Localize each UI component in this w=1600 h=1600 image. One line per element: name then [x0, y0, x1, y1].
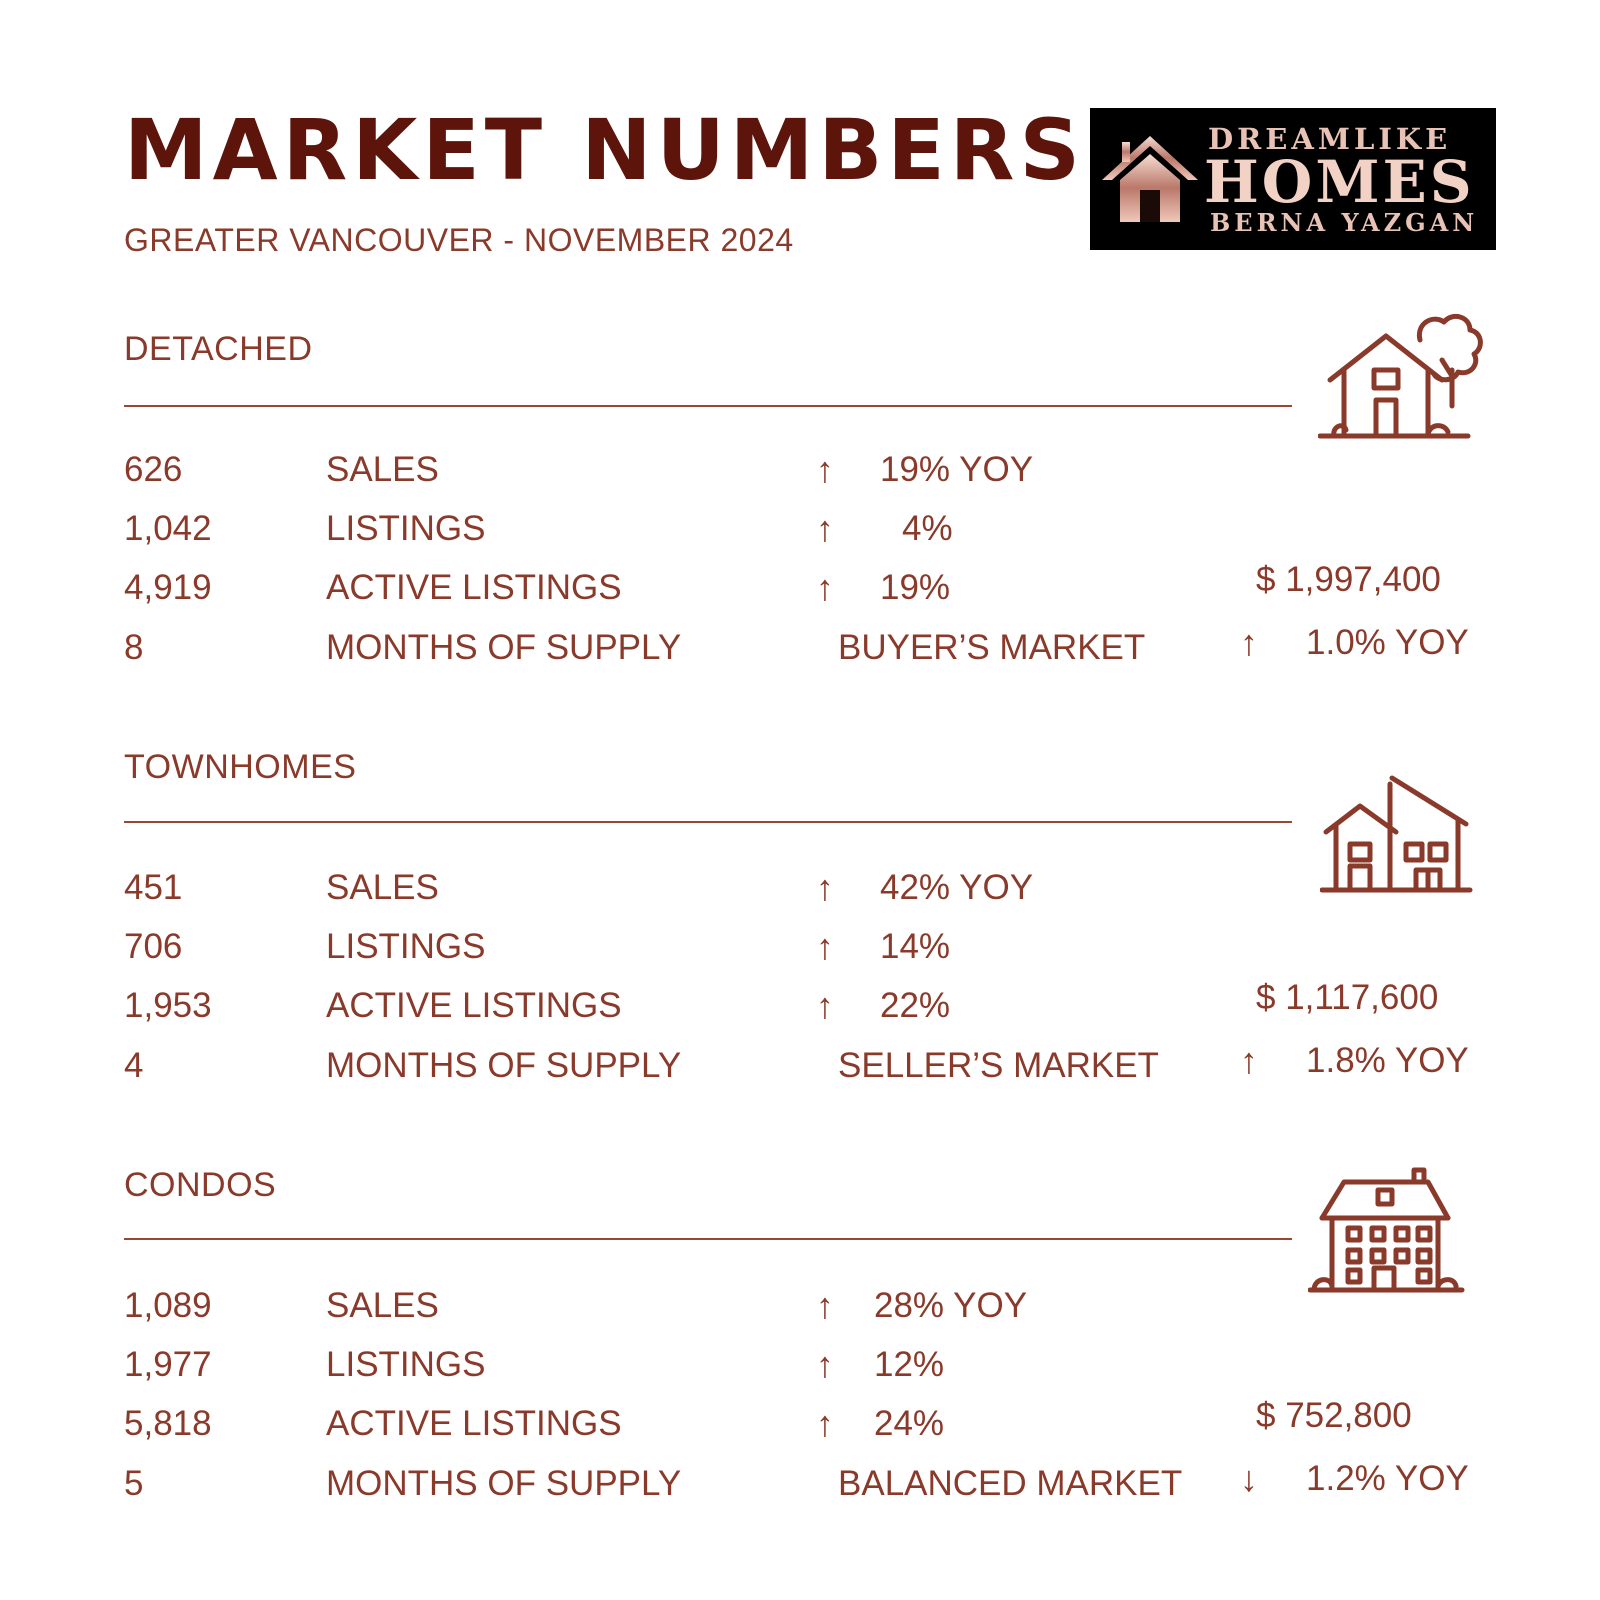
stat-row-listings [0, 1340, 1600, 1390]
stat-value: 626 [124, 450, 183, 489]
section-title-detached: DETACHED [124, 330, 313, 368]
arrow-up-icon: ↑ [1240, 1040, 1258, 1081]
stat-change: 19% [880, 568, 951, 607]
stat-label: ACTIVE LISTINGS [326, 986, 622, 1025]
arrow-up-icon: ↑ [816, 449, 834, 490]
market-condition: BUYER’S MARKET [838, 628, 1146, 667]
stat-label: LISTINGS [326, 927, 486, 966]
stat-value: 451 [124, 868, 183, 907]
stat-value: 1,042 [124, 509, 212, 548]
benchmark-price: $ 752,800 [1256, 1396, 1412, 1435]
stat-row-listings [0, 504, 1600, 554]
stat-label: LISTINGS [326, 1345, 486, 1384]
stat-row-sales [0, 445, 1600, 495]
arrow-up-icon: ↑ [816, 1403, 834, 1444]
arrow-up-icon: ↑ [816, 1344, 834, 1385]
stat-change: 24% [874, 1404, 945, 1443]
apartment-building-icon [1308, 1166, 1468, 1302]
section-divider [124, 1238, 1292, 1240]
price-change-row [0, 618, 1600, 668]
arrow-down-icon: ↓ [1240, 1458, 1258, 1499]
price-change: 1.2% YOY [1306, 1459, 1469, 1498]
logo-house-icon [1100, 130, 1200, 226]
stat-label: SALES [326, 450, 439, 489]
stat-value: 5,818 [124, 1404, 212, 1443]
price-change: 1.8% YOY [1306, 1041, 1469, 1080]
detached-house-tree-icon [1318, 310, 1488, 446]
logo-text-agent-name: BERNA YAZGAN [1210, 208, 1479, 237]
stat-value: 4,919 [124, 568, 212, 607]
stat-label: LISTINGS [326, 509, 486, 548]
stat-value: 1,977 [124, 1345, 212, 1384]
section-title-condos: CONDOS [124, 1166, 277, 1204]
section-title-townhomes: TOWNHOMES [124, 748, 357, 786]
stat-value: 8 [124, 628, 144, 667]
market-condition: BALANCED MARKET [838, 1464, 1183, 1503]
stat-value: 1,089 [124, 1286, 212, 1325]
stat-value: 1,953 [124, 986, 212, 1025]
stat-change: 4% [902, 509, 953, 548]
arrow-up-icon: ↑ [816, 867, 834, 908]
logo-text-dreamlike: DREAMLIKE [1208, 122, 1452, 156]
stat-change: 14% [880, 927, 951, 966]
page-subtitle: GREATER VANCOUVER - NOVEMBER 2024 [124, 222, 794, 258]
stat-change: 19% YOY [880, 450, 1034, 489]
arrow-up-icon: ↑ [816, 567, 834, 608]
stat-label: SALES [326, 868, 439, 907]
stat-change: 12% [874, 1345, 945, 1384]
stat-label: MONTHS OF SUPPLY [326, 1046, 682, 1085]
stat-value: 706 [124, 927, 183, 966]
stat-change: 22% [880, 986, 951, 1025]
logo-text-homes: HOMES [1204, 148, 1475, 216]
page-title: MARKET NUMBERS [124, 101, 1085, 199]
stat-label: MONTHS OF SUPPLY [326, 1464, 682, 1503]
stat-label: MONTHS OF SUPPLY [326, 628, 682, 667]
arrow-up-icon: ↑ [816, 926, 834, 967]
arrow-up-icon: ↑ [816, 1285, 834, 1326]
arrow-up-icon: ↑ [1240, 622, 1258, 663]
stat-value: 4 [124, 1046, 144, 1085]
arrow-up-icon: ↑ [816, 508, 834, 549]
price-change: 1.0% YOY [1306, 623, 1469, 662]
stat-change: 42% YOY [880, 868, 1034, 907]
benchmark-price: $ 1,117,600 [1256, 978, 1439, 1017]
stat-label: ACTIVE LISTINGS [326, 1404, 622, 1443]
price-change-row [0, 1036, 1600, 1086]
stat-label: ACTIVE LISTINGS [326, 568, 622, 607]
benchmark-price: $ 1,997,400 [1256, 560, 1441, 599]
section-divider [124, 405, 1292, 407]
stat-change: 28% YOY [874, 1286, 1028, 1325]
section-divider [124, 821, 1292, 823]
stat-label: SALES [326, 1286, 439, 1325]
stat-row-listings [0, 922, 1600, 972]
brand-logo [1090, 108, 1496, 250]
price-change-row [0, 1454, 1600, 1504]
townhouse-icon [1320, 760, 1480, 900]
market-condition: SELLER’S MARKET [838, 1046, 1159, 1085]
arrow-up-icon: ↑ [816, 985, 834, 1026]
stat-value: 5 [124, 1464, 144, 1503]
